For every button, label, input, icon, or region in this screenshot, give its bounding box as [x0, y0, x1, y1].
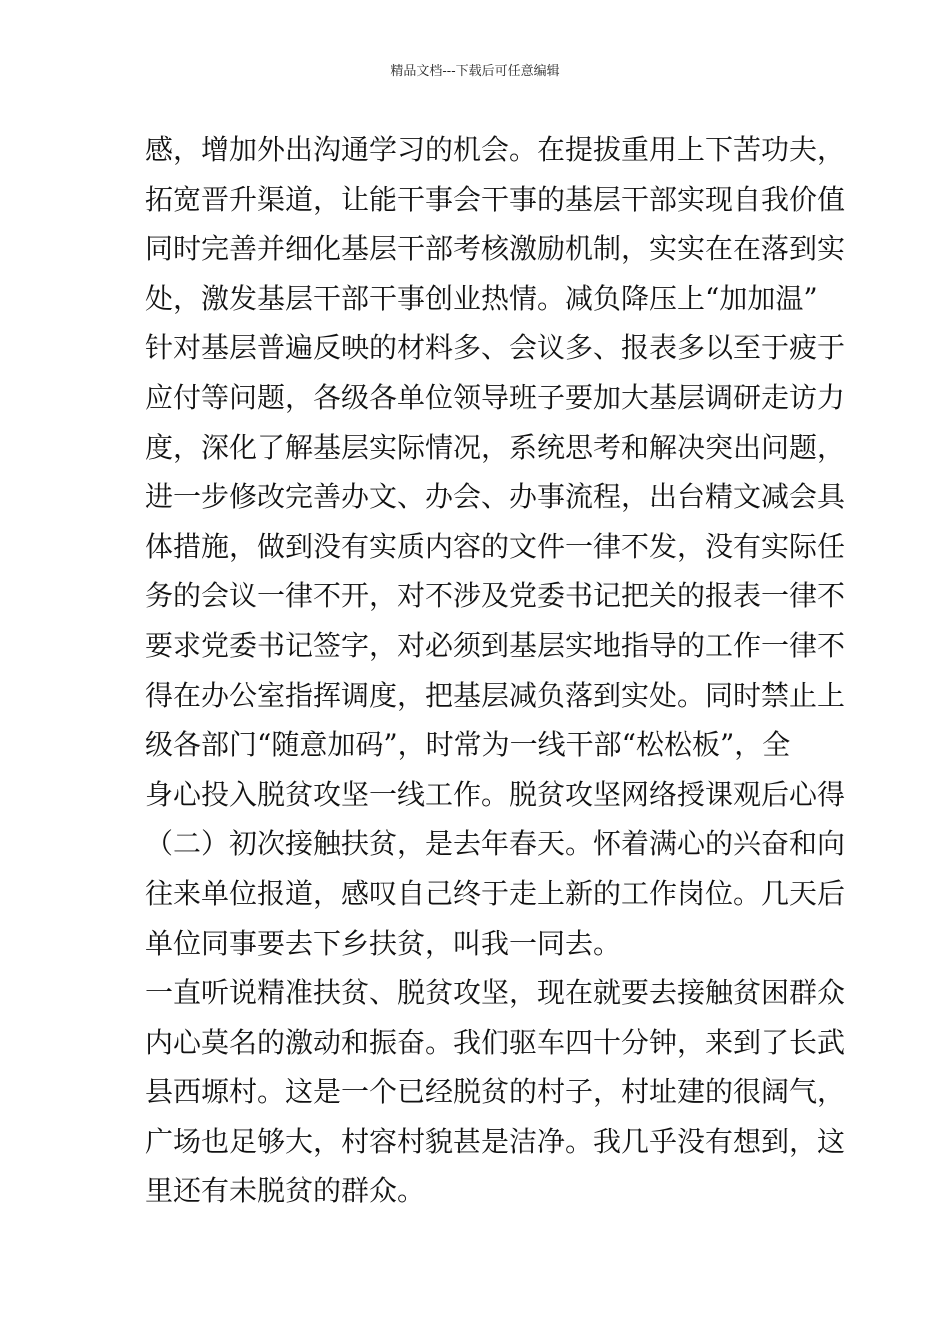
- body-line: 进一步修改完善办文、办会、办事流程，出台精文减会具: [145, 480, 846, 514]
- body-line: 同时完善并细化基层干部考核激励机制，实实在在落到实: [145, 232, 846, 266]
- body-line: 体措施，做到没有实质内容的文件一律不发，没有实际任: [145, 529, 846, 563]
- body-line: 单位同事要去下乡扶贫，叫我一同去。: [145, 926, 622, 960]
- body-line: 务的会议一律不开，对不涉及党委书记把关的报表一律不: [145, 579, 846, 613]
- body-line: 内心莫名的激动和振奋。我们驱车四十分钟，来到了长武: [145, 1025, 846, 1059]
- page-header: 精品文档---下载后可任意编辑: [390, 64, 560, 79]
- body-line: 广场也足够大，村容村貌甚是洁净。我几乎没有想到，这: [145, 1124, 846, 1158]
- body-line: 级各部门“随意加码”，时常为一线干部“松松板”，全: [145, 728, 791, 762]
- body-line: 度，深化了解基层实际情况，系统思考和解决突出问题，: [145, 430, 846, 464]
- body-line: 应付等问题，各级各单位领导班子要加大基层调研走访力: [145, 380, 846, 414]
- body-line: 县西塬村。这是一个已经脱贫的村子，村址建的很阔气，: [145, 1075, 846, 1109]
- body-line: 里还有未脱贫的群众。: [145, 1174, 426, 1208]
- body-line: （二）初次接触扶贫，是去年春天。怀着满心的兴奋和向: [145, 827, 846, 861]
- body-line: 得在办公室指挥调度，把基层减负落到实处。同时禁止上: [145, 678, 846, 712]
- body-line: 往来单位报道，感叹自己终于走上新的工作岗位。几天后: [145, 876, 846, 910]
- body-line: 身心投入脱贫攻坚一线工作。脱贫攻坚网络授课观后心得: [145, 777, 846, 811]
- document-body: [145, 125, 846, 1216]
- body-line: 一直听说精准扶贫、脱贫攻坚，现在就要去接触贫困群众: [145, 976, 846, 1010]
- body-line: 拓宽晋升渠道，让能干事会干事的基层干部实现自我价值: [145, 182, 846, 216]
- body-line: 处，激发基层干部干事创业热情。减负降压上“加加温”: [145, 281, 818, 315]
- body-line: 针对基层普遍反映的材料多、会议多、报表多以至于疲于: [145, 331, 846, 365]
- body-line: 要求党委书记签字，对必须到基层实地指导的工作一律不: [145, 628, 846, 662]
- body-line: 感，增加外出沟通学习的机会。在提拔重用上下苦功夫，: [145, 133, 846, 166]
